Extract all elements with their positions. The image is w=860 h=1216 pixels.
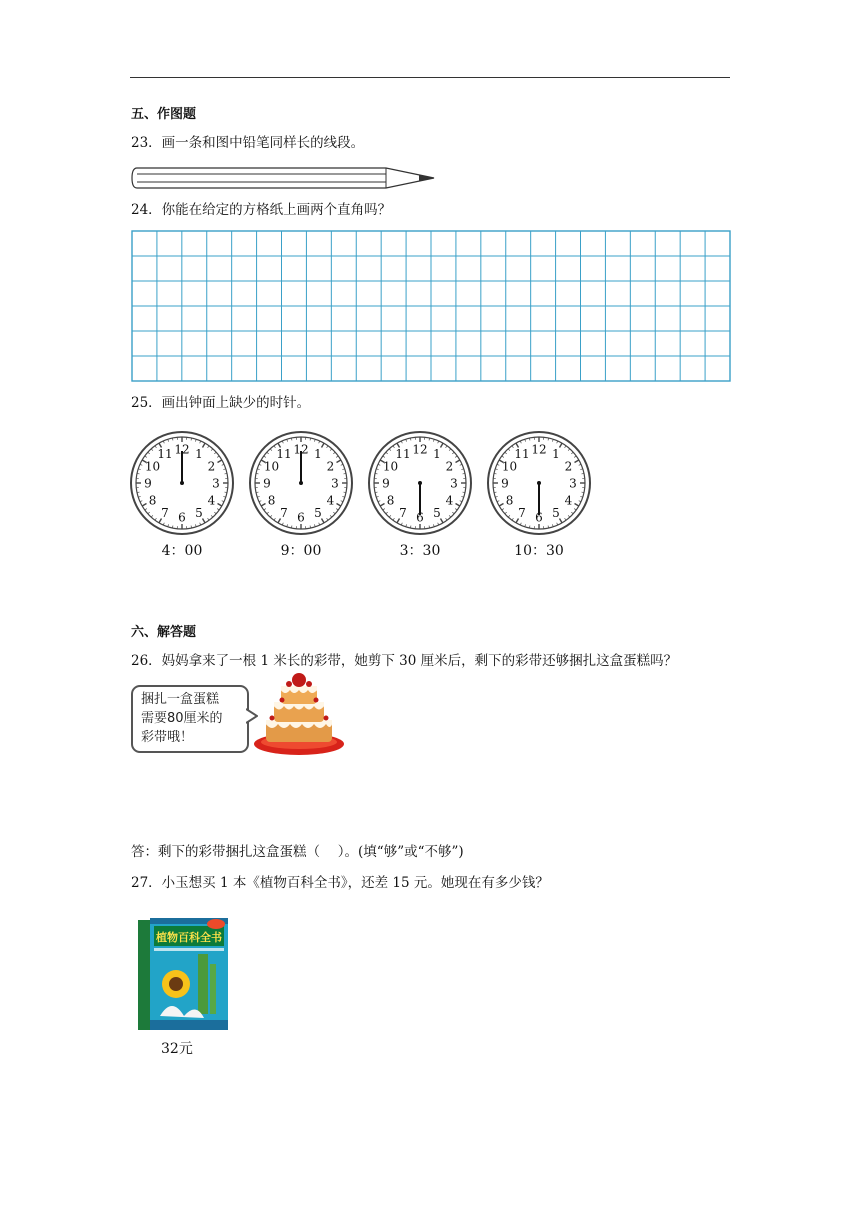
clock-number: 8 — [386, 493, 395, 508]
clock-number: 7 — [399, 505, 407, 520]
question-23: 23．画一条和图中铅笔同样长的线段。 — [131, 135, 365, 151]
clock-time-label: 3：30 — [399, 543, 441, 559]
question-25: 25．画出钟面上缺少的时针。 — [131, 395, 311, 411]
clock-number: 1 — [314, 447, 322, 462]
clock-center — [299, 481, 303, 485]
clock-number: 8 — [148, 493, 157, 508]
clock-number: 11 — [395, 447, 411, 462]
clock-number: 10 — [501, 459, 518, 474]
clock-center — [418, 481, 422, 485]
clock-number: 10 — [144, 459, 161, 474]
square-grid-paper[interactable] — [131, 230, 731, 382]
clock-center — [537, 481, 541, 485]
clock-number: 8 — [505, 493, 514, 508]
clock-number: 4 — [326, 493, 335, 508]
clock-number: 9 — [501, 476, 509, 491]
clock-number: 12 — [293, 442, 309, 457]
section-six-title: 六、解答题 — [131, 625, 197, 640]
clock-number: 2 — [564, 459, 573, 474]
clock-number: 11 — [157, 447, 173, 462]
clock-number: 10 — [382, 459, 399, 474]
header-rule — [130, 77, 730, 78]
clock-number: 3 — [450, 476, 458, 491]
clock-number: 3 — [212, 476, 220, 491]
clock-time-label: 4：00 — [161, 543, 203, 559]
clock-number: 5 — [552, 505, 560, 520]
clock-number: 5 — [433, 505, 441, 520]
question-24: 24．你能在给定的方格纸上画两个直角吗？ — [131, 202, 392, 218]
book-price: 32元 — [161, 1041, 193, 1057]
bubble-line: 捆扎一盒蛋糕 — [141, 692, 220, 707]
clock-number: 6 — [416, 510, 424, 525]
book-image — [138, 916, 230, 1034]
clock-number: 7 — [280, 505, 288, 520]
clock-number: 10 — [263, 459, 280, 474]
clock-number: 3 — [569, 476, 577, 491]
pencil-image — [131, 166, 436, 190]
clock-time-label: 10：30 — [514, 543, 564, 559]
bubble-line: 需要80厘米的 — [141, 711, 223, 726]
clock-number: 1 — [433, 447, 441, 462]
clock-face[interactable] — [248, 430, 354, 536]
question-26: 26．妈妈拿来了一根 1 米长的彩带，她剪下 30 厘米后，剩下的彩带还够捆扎这盒蛋糕吗？ — [131, 653, 678, 669]
clock-number: 9 — [263, 476, 271, 491]
question-27: 27．小玉想买 1 本《植物百科全书》，还差 15 元。她现在有多少钱？ — [131, 875, 549, 891]
cake-image — [252, 660, 348, 758]
clock-number: 4 — [207, 493, 216, 508]
clock-number: 1 — [552, 447, 560, 462]
bubble-line: 彩带哦！ — [141, 730, 194, 745]
clock-number: 4 — [564, 493, 573, 508]
clock-number: 7 — [518, 505, 526, 520]
clock-face[interactable] — [367, 430, 473, 536]
clock-number: 11 — [276, 447, 292, 462]
speech-bubble — [131, 685, 249, 753]
clock-number: 8 — [267, 493, 276, 508]
clock-number: 5 — [195, 505, 203, 520]
clock-number: 2 — [445, 459, 454, 474]
clock-time-label: 9：00 — [280, 543, 322, 559]
clock-number: 7 — [161, 505, 169, 520]
clock-number: 3 — [331, 476, 339, 491]
clock-number: 9 — [382, 476, 390, 491]
clock-face[interactable] — [486, 430, 592, 536]
clock-number: 9 — [144, 476, 152, 491]
clock-number: 2 — [207, 459, 216, 474]
clock-number: 2 — [326, 459, 335, 474]
clock-number: 6 — [535, 510, 543, 525]
clock-number: 5 — [314, 505, 322, 520]
clock-number: 4 — [445, 493, 454, 508]
clock-number: 12 — [412, 442, 428, 457]
answer-26: 答：剩下的彩带捆扎这盒蛋糕（ ）。(填“够”或“不够”) — [131, 844, 464, 860]
clock-center — [180, 481, 184, 485]
section-five-title: 五、作图题 — [131, 107, 197, 122]
clock-number: 12 — [531, 442, 547, 457]
clock-number: 1 — [195, 447, 203, 462]
clock-number: 12 — [174, 442, 190, 457]
book-cover-title: 植物百科全书 — [156, 931, 222, 944]
clock-number: 6 — [178, 510, 186, 525]
clock-face[interactable] — [129, 430, 235, 536]
clock-number: 6 — [297, 510, 305, 525]
clock-number: 11 — [514, 447, 530, 462]
